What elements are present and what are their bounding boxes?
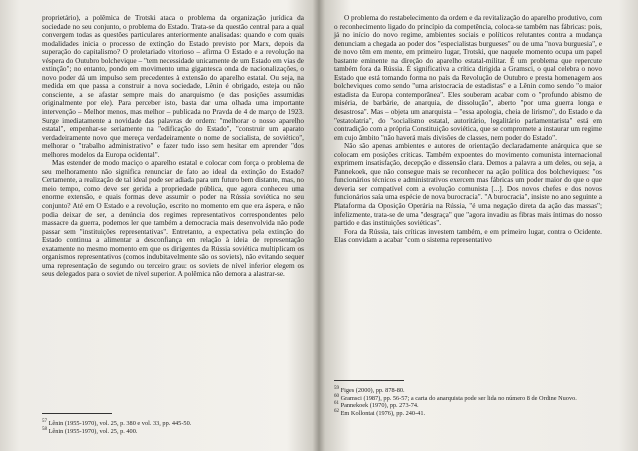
left-footnotes xyxy=(42,413,304,435)
paragraph: O problema do restabelecimento da ordem e da revitalização do aparelho produtivo, com o reconhecimento ligado do princípio da competência, coloca-se também nas fábricas: pois, já no início do novo regime, ambientes sociais e políticos relutantes contra a mudança denunciam a chegada ao poder dos "especialistas burgueses" ou de uma "nova burguesia", e de novo têm em mente, em primeiro lugar, Trotski, que naquele momento ocupa um papel bastante eminente na direção do aparelho estatal-militar. É um problema que repercute também fora da Rússia. É significativa a crítica dirigida a Gramsci, o qual celebra o novo Estado que está tomando forma no país da Revolução de Outubro e presta homenagem aos bolcheviques como sendo "uma aristocracia de estadistas" e a Lênin como sendo "o maior estadista da Europa contemporânea". Eles souberam acabar com o "profundo abismo de miséria, de barbárie, de anarquia, de dissolução", aberto "por uma guerra longa e desastrosa". Mas – objeta um anarquista – "essa apologia, cheia de lirismo", do Estado e da "estatolatria", do "socialismo estatal, autoritário, legalitário parlamentarista" está em contradição com a própria Constituição soviética, que se compromete a instaurar um regime em cujo âmbito "não haverá mais divisões de classes, nem poder do Estado". xyxy=(334,14,602,142)
footnote-number: 62 xyxy=(334,408,339,414)
paragraph: Fora da Rússia, tais críticas investem também, e em primeiro lugar, contra o Ocidente. Elas convidam a acabar "com o sistema representativo xyxy=(334,227,602,245)
right-footnotes xyxy=(334,380,602,417)
paragraph: Mas estender de modo maciço o aparelho estatal e colocar com força o problema de seu melhoramento não significa renunciar de fato ao ideal da extinção do Estado? Certamente, a realização de tal ideal pode ser adiada para um futuro bem distante, mas, no meio tempo, como deve ser gerida a propriedade pública, que agora conheceu uma enorme extensão, e quais formas deve assumir o poder na Rússia soviética no seu conjunto? Até em O Estado e a revolução, escrito no momento em que era áspera, e não podia deixar de ser, a denúncia dos regimes representativos correspondentes pelo massacre da guerra, podemos ler que também a democracia mais desenvolvida não pode passar sem "instituições representativas". Entretanto, a expectativa pela extinção do Estado continua a alimentar a desconfiança em relação à ideia de representação exatamente no mesmo momento em que os dirigentes da Rússia soviética multiplicam os organismos representativos (comos indubitavelmente são os soviets), não evitando sequer uma representação de segundo ou terceiro grau: os soviets de nível inferior elegem os seus delegados para o soviet de nível superior. A polêmica não demora a alastrar-se. xyxy=(42,159,304,279)
paragraph: Não são apenas ambientes e autores de orientação declaradamente anárquica que se colocam em posições críticas. Também expoentes do movimento comunista internacional exprimem insatisfação, decepção e dissensão clara. Demos a palavra a um deles, ou seja, a Pannekoek, que não consegue mais se reconhecer na ação política dos bolcheviques: "os funcionários técnicos e administrativos exercem mas fábricas um poder maior do que o que deveria ser compatível com a evolução comunista [...]. Dos novos chefes e dos novos funcionários saía uma espécie de nova burocracia". "A burocracia", insiste no ano seguinte a Plataforma da Oposição Operária na Rússia, "é uma negação direta da ação das massas"; infelizmente, trata-se de uma "desgraça" que "agora invadiu as fibras mais íntimas do nosso partido e das instituições soviéticas". xyxy=(334,142,602,228)
footnote-rule xyxy=(334,380,404,381)
footnote-text: Figes (2000), pp. 878-80. xyxy=(340,387,405,394)
footnote xyxy=(334,402,602,410)
paragraph: proprietário), a polêmica de Trotski ataca o problema da organização jurídica da sociedade no seu conjunto, o problema do Estado. Trata-se da questão central para a qual convergem todas as questões particulares anteriormente analisadas: quando e com quais modalidades inicia o processo de extinção do Estado previsto por Marx, depois da superação do capitalismo? O proletariado vitorioso – afirma O Estado e a revolução na véspera do Outubro bolchevique – "tem necessidade unicamente de um Estado em vias de extinção"; no entanto, pondo em movimento uma gigantesca onda de nacionalizações, o novo poder dá um impulso sem precedentes à extensão do aparelho estatal. Ou seja, na medida em que passa a construir a nova sociedade, Lênin é obrigado, esteja ou não consciente, a se afastar sempre mais do anarquismo (e das posições assumidas originalmente por ele). Para perceber isto, basta dar uma olhada uma importante intervenção – Melhor menos, mas melhor – publicada no Pravda de 4 de março de 1923. Surge imediatamente a novidade das palavras de ordem: "melhorar o nosso aparelho estatal", empenhar-se seriamente na "edificação do Estado", "construir um aparato verdadeiramente novo que mereça verdadeiramente o nome de socialista, de soviético", melhorar o "trabalho administrativo" e fazer tudo isso sem hesitar em aprender "dos melhores modelos da Europa ocidental". xyxy=(42,14,304,159)
footnote-text: Lênin (1955-1970), vol. 25, p. 400. xyxy=(48,427,138,435)
footnote-text: Em Kollontai (1976), pp. 240-41. xyxy=(340,409,426,417)
left-page xyxy=(42,14,304,279)
right-page xyxy=(334,14,602,245)
footnote-number: 57 xyxy=(42,418,47,424)
footnote xyxy=(334,387,602,395)
footnote-number: 58 xyxy=(42,426,47,432)
footnote-text: Pannekoek (1970), pp. 273-74. xyxy=(340,402,419,410)
footnote-text: Lênin (1955-1970), vol. 25, p. 380 e vol. 33, pp. 445-50. xyxy=(48,420,192,427)
footnote-number: 60 xyxy=(334,393,339,399)
footnote-text: Gramsci (1987), pp. 56-57; a carta do anarquista pode ser lida no número 8 de Ordine Nuovo. xyxy=(340,394,577,402)
footnote xyxy=(42,420,304,428)
footnote xyxy=(334,410,602,418)
footnote-number: 59 xyxy=(334,385,339,391)
footnote-rule xyxy=(42,413,112,414)
footnote xyxy=(42,428,304,436)
footnote-number: 61 xyxy=(334,401,339,407)
